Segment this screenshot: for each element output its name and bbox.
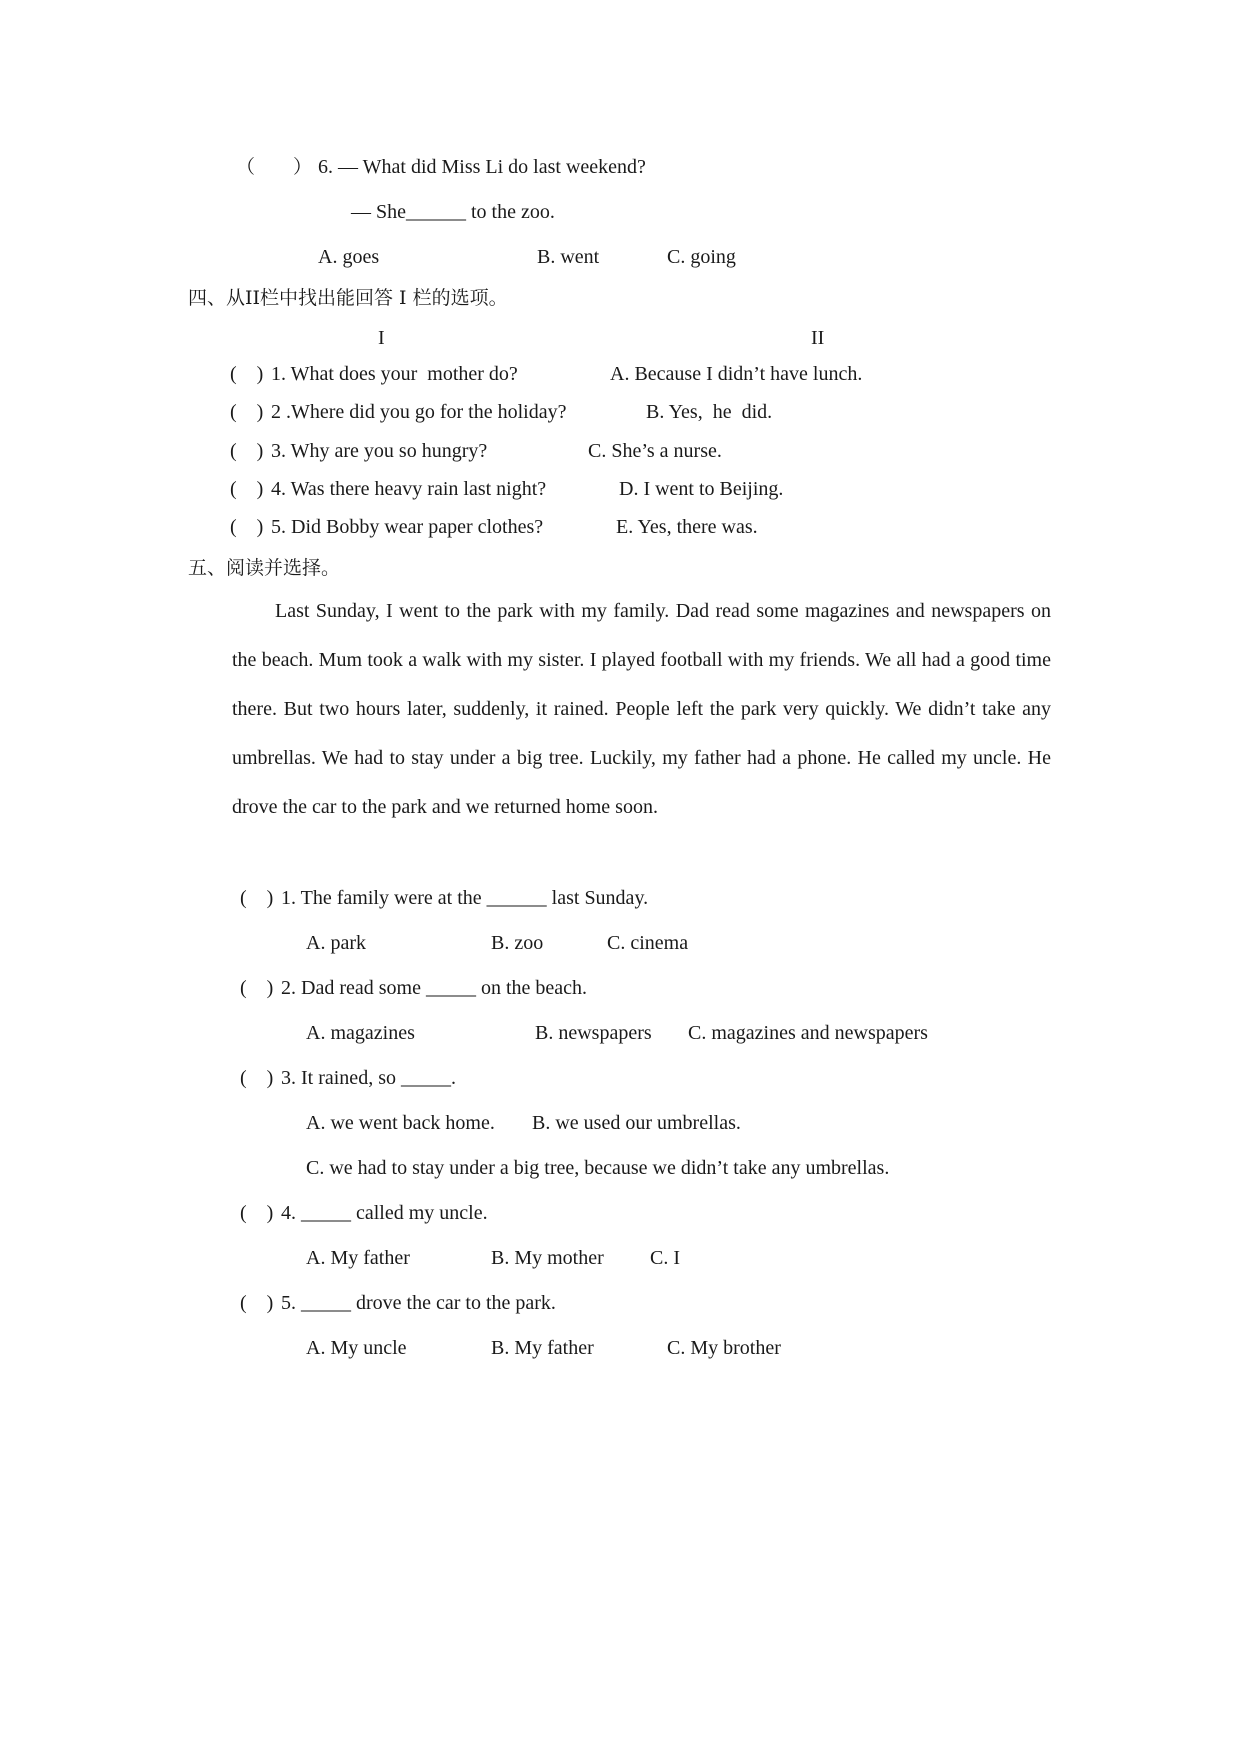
s5-q1-text: 1. The family were at the ______ last Sunday. (281, 887, 649, 909)
s5-q4-option-b: B. My mother (491, 1247, 604, 1269)
s5-q2-option-c: C. magazines and newspapers (688, 1022, 928, 1044)
s4-q3-bracket[interactable]: ( ) (230, 440, 264, 462)
s5-q5-bracket[interactable]: ( ) (240, 1292, 274, 1314)
s5-q3-option-c: C. we had to stay under a big tree, because we didn’t take any umbrellas. (306, 1157, 890, 1179)
s5-q2-option-b: B. newspapers (535, 1022, 652, 1044)
s4-q4-bracket[interactable]: ( ) (230, 478, 264, 500)
s4-answer-e: E. Yes, there was. (616, 516, 758, 538)
s5-q3-option-a: A. we went back home. (306, 1112, 495, 1134)
s5-q4-option-a: A. My father (306, 1247, 410, 1269)
s4-q1-bracket[interactable]: ( ) (230, 363, 264, 385)
q6-bracket[interactable]: （ ） (236, 156, 313, 178)
s5-q4-text: 4. _____ called my uncle. (281, 1202, 488, 1224)
section4-title: 四、从II栏中找出能回答 I 栏的选项。 (188, 287, 508, 309)
s5-q5-option-c: C. My brother (667, 1337, 781, 1359)
q6-option-a: A. goes (318, 246, 380, 268)
s4-answer-b: B. Yes, he did. (646, 401, 773, 423)
s4-q5-text: 5. Did Bobby wear paper clothes? (271, 516, 544, 538)
s5-q2-option-a: A. magazines (306, 1022, 415, 1044)
s4-answer-a: A. Because I didn’t have lunch. (610, 363, 863, 385)
reading-passage: Last Sunday, I went to the park with my family. Dad read some magazines and newspapers on the beach. Mum took a walk with my sister. I played football with my friends. We all had a good time there. But two hours later, suddenly, it rained. People left the park very quickly. We didn’t take any umbrellas. We had to stay under a big tree. Luckily, my father had a phone. He called my uncle. He drove the car to the park and we returned home soon. (232, 600, 1051, 818)
s5-q1-option-a: A. park (306, 932, 366, 954)
q6-question: 6. — What did Miss Li do last weekend? (318, 156, 646, 178)
s5-q2-text: 2. Dad read some _____ on the beach. (281, 977, 588, 999)
s4-q5-bracket[interactable]: ( ) (230, 516, 264, 538)
s5-q1-option-b: B. zoo (491, 932, 544, 954)
q6-answer-line: — She______ to the zoo. (351, 201, 555, 223)
s4-q4-text: 4. Was there heavy rain last night? (271, 478, 547, 500)
s5-q1-option-c: C. cinema (607, 932, 689, 954)
s5-q2-bracket[interactable]: ( ) (240, 977, 274, 999)
s4-q2-bracket[interactable]: ( ) (230, 401, 264, 423)
s5-q4-bracket[interactable]: ( ) (240, 1202, 274, 1224)
s5-q5-option-a: A. My uncle (306, 1337, 407, 1359)
s4-q3-text: 3. Why are you so hungry? (271, 440, 488, 462)
s5-q5-option-b: B. My father (491, 1337, 594, 1359)
q6-option-c: C. going (667, 246, 736, 268)
s5-q3-option-b: B. we used our umbrellas. (532, 1112, 741, 1134)
s5-q3-bracket[interactable]: ( ) (240, 1067, 274, 1089)
section5-title: 五、阅读并选择。 (188, 557, 341, 579)
section4-col1-header: I (378, 327, 385, 349)
s4-answer-d: D. I went to Beijing. (619, 478, 784, 500)
s5-q5-text: 5. _____ drove the car to the park. (281, 1292, 556, 1314)
s4-q2-text: 2 .Where did you go for the holiday? (271, 401, 567, 423)
section4-col2-header: II (811, 327, 825, 349)
s5-q4-option-c: C. I (650, 1247, 680, 1269)
q6-option-b: B. went (537, 246, 600, 268)
s4-q1-text: 1. What does your mother do? (271, 363, 518, 385)
s4-answer-c: C. She’s a nurse. (588, 440, 722, 462)
s5-q3-text: 3. It rained, so _____. (281, 1067, 456, 1089)
s5-q1-bracket[interactable]: ( ) (240, 887, 274, 909)
